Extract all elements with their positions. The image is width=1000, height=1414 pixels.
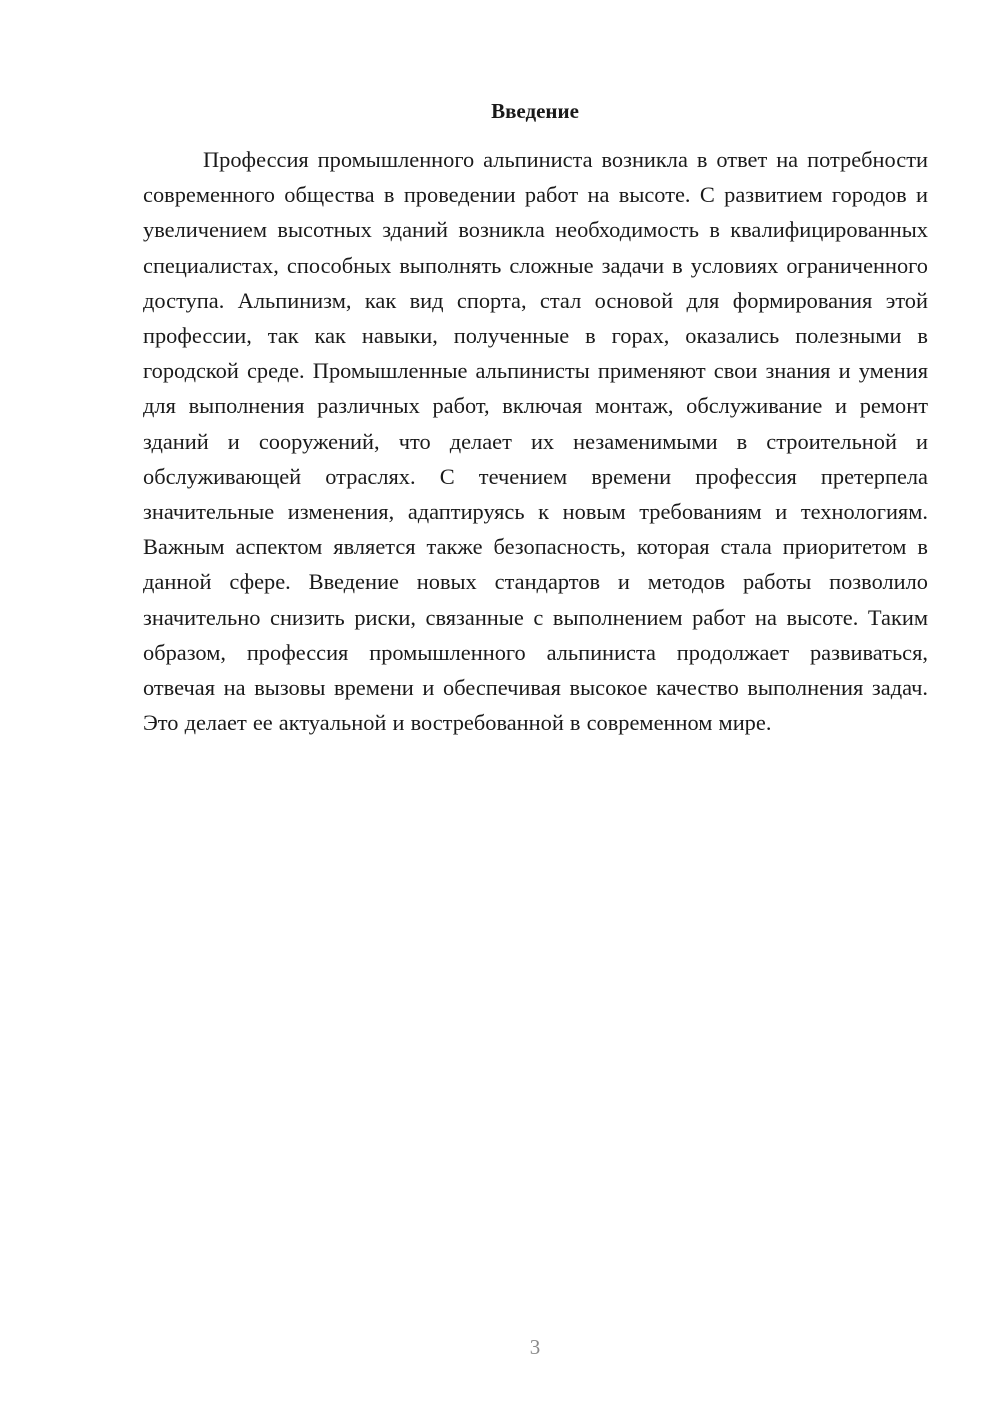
page-number: 3 bbox=[529, 1335, 541, 1359]
section-title: Введение bbox=[491, 99, 579, 123]
body-paragraph: Профессия промышленного альпиниста возникла в ответ на потребности современного общества в проведении работ на высоте. С развитием городов и увеличением высотных зданий возникла необходимость в квалифицированных специалистах, способных выполнять сложные задачи в условиях ограниченного доступа. Альпинизм, как вид спорта, стал основой для формирования этой профессии, так как навыки, полученные в горах, оказались полезными в городской среде. Промышленные альпинисты применяют свои знания и умения для выполнения различных работ, включая монтаж, обслуживание и ремонт зданий и сооружений, что делает их незаменимыми в строительной и обслуживающей отраслях. С течением времени профессия претерпела значительные изменения, адаптируясь к новым требованиям и технологиям. Важным аспектом является также безопасность, которая стала приоритетом в данной сфере. Введение новых стандартов и методов работы позволило значительно снизить риски, связанные с выполнением работ на высоте. Таким образом, профессия промышленного альпиниста продолжает развиваться, отвечая на вызовы времени и обеспечивая высокое качество выполнения задач. Это делает ее актуальной и востребованной в современном мире. bbox=[143, 147, 928, 736]
